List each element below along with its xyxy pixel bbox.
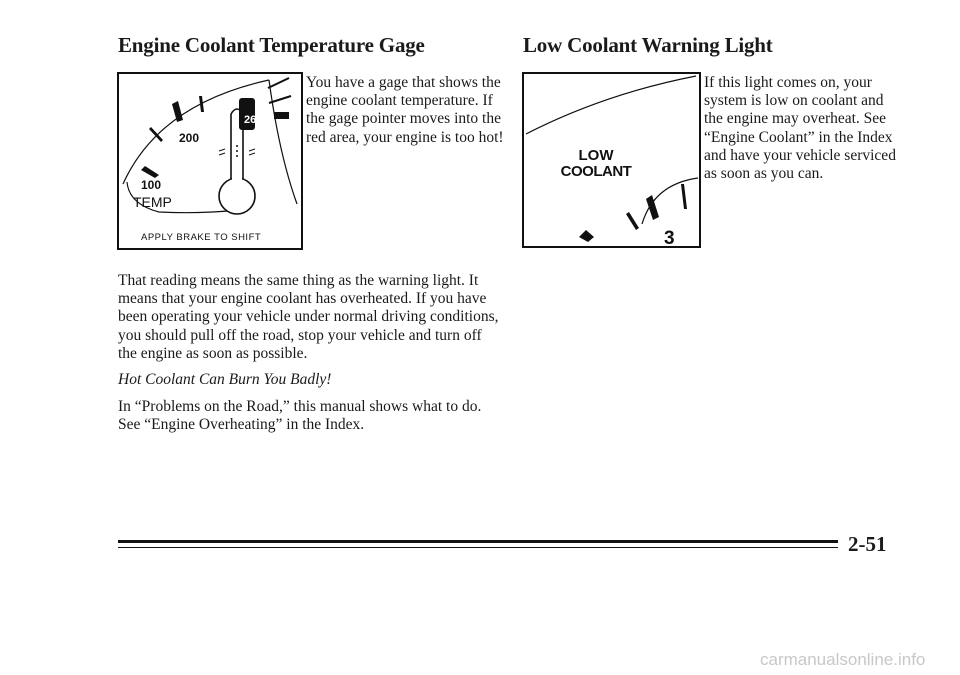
label-temp: TEMP xyxy=(133,194,172,210)
gage-section-heading: Engine Coolant Temperature Gage xyxy=(118,33,425,57)
body-paragraph-1: That reading means the same thing as the warning light. It means that your engine coolant has overheated. If you have been operating your vehicle under normal driving conditions, you should pull off the road, stop your vehicle and turn off the engine as soon as possible. xyxy=(118,272,499,362)
page-number: 2-51 xyxy=(848,532,887,556)
footer-rule-thin xyxy=(118,547,838,548)
warning-light-section-heading: Low Coolant Warning Light xyxy=(523,33,773,57)
watermark: carmanualsonline.info xyxy=(760,650,926,669)
label-100: 100 xyxy=(141,178,162,192)
label-low: LOW xyxy=(578,147,614,164)
label-200: 200 xyxy=(179,131,200,145)
warning-light-description: If this light comes on, your system is low on coolant and the engine may overheat. See “Engine Coolant” in the Index and have your vehicle serviced as soon as you can. xyxy=(704,74,896,183)
body-paragraph-2: In “Problems on the Road,” this manual shows what to do. See “Engine Overheating” in the Index. xyxy=(118,398,482,434)
footer-rule-thick xyxy=(118,540,838,543)
body-warning-title: Hot Coolant Can Burn You Badly! xyxy=(118,371,332,388)
gage-description: You have a gage that shows the engine coolant temperature. If the gage pointer moves into the red area, your engine is too hot! xyxy=(306,74,504,146)
temperature-gage-illustration xyxy=(117,72,303,250)
label-260: 260 xyxy=(244,114,263,126)
label-coolant: COOLANT xyxy=(560,163,632,180)
low-coolant-light-illustration xyxy=(522,72,701,248)
label-apply-brake: APPLY BRAKE TO SHIFT xyxy=(141,232,262,243)
label-3: 3 xyxy=(664,228,675,246)
